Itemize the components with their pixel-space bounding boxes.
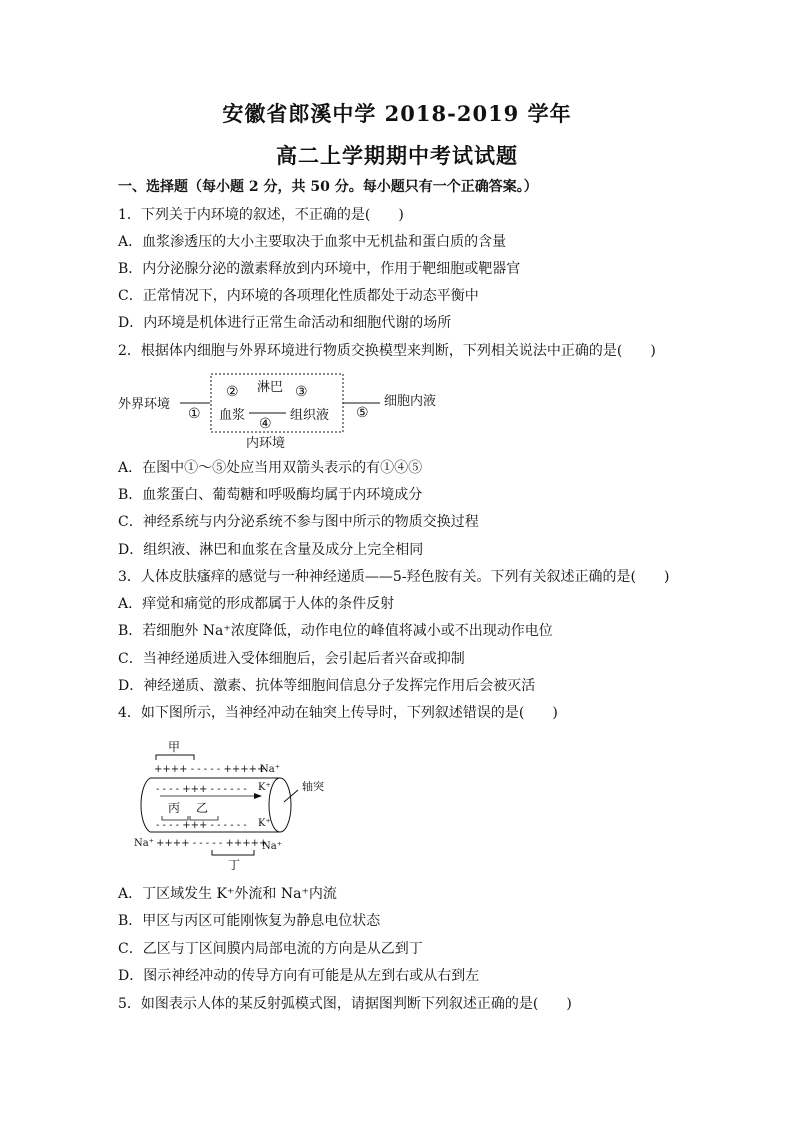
diagram-label-outside: 外界环境 [118,397,171,412]
q2-option-b: B．血浆蛋白、葡萄糖和呼吸酶均属于内环境成分 [118,487,423,503]
axon-label-axon: 轴突 [302,780,324,793]
q4-stem: 4．如下图所示，当神经冲动在轴突上传导时，下列叙述错误的是( ) [118,705,558,721]
axon-cross-section [269,778,291,832]
q4-option-d: D．图示神经冲动的传导方向有可能是从左到右或从右到左 [118,968,480,984]
diagram-label-intracellular: 细胞内液 [384,394,437,409]
q1-option-a: A．血浆渗透压的大小主要取决于血浆中无机盐和蛋白质的含量 [118,234,507,250]
bracket-jia [156,755,194,760]
charges-outer-top: ++++ - - - - - +++++ [154,764,266,775]
axon-label-na-bottom-left: Na⁺ [134,838,154,849]
axon-label-bing: 丙 [168,801,181,815]
diagram-label-plasma: 血浆 [219,408,246,423]
axon-label-jia: 甲 [168,740,181,754]
q5-stem: 5．如图表示人体的某反射弧模式图，请据图判断下列叙述正确的是( ) [118,996,572,1012]
q3-option-a: A．痒觉和痛觉的形成都属于人体的条件反射 [118,596,395,612]
axon-left-end [141,778,150,832]
diagram-label-lymph: 淋巴 [257,380,284,395]
charges-inner-bottom: - - - - +++ - - - - - - [156,820,247,831]
charges-inner-top: - - - - +++ - - - - - - [156,784,247,795]
diagram-label-tissue-fluid: 组织液 [290,408,330,423]
section-heading: 一、选择题（每小题 2 分，共 50 分。每小题只有一个正确答案。） [118,179,538,195]
q2-option-d: D．组织液、淋巴和血浆在含量及成分上完全相同 [118,542,424,558]
bracket-ding [212,850,254,855]
diagram-marker-3: ③ [295,384,308,400]
axon-label-k-top: K⁺ [258,782,271,793]
axon-label-yi: 乙 [196,801,209,815]
diagram-marker-2: ② [226,384,239,400]
q2-stem: 2．根据体内细胞与外界环境进行物质交换模型来判断，下列相关说法中正确的是( ) [118,343,656,359]
q3-stem: 3．人体皮肤瘙痒的感觉与一种神经递质——5-羟色胺有关。下列有关叙述正确的是( ) [118,569,670,585]
diagram-marker-5: ⑤ [356,405,369,421]
diagram-label-inner-env: 内环境 [246,436,286,451]
q4-option-a: A．丁区域发生 K⁺外流和 Na⁺内流 [118,886,337,902]
q1-option-b: B．内分泌腺分泌的激素释放到内环境中，作用于靶细胞或靶器官 [118,261,521,277]
axon-label-na-bottom-right: Na⁺ [262,841,282,852]
exam-subtitle: 高二上学期期中考试试题 [276,143,518,168]
q1-option-c: C．正常情况下，内环境的各项理化性质都处于动态平衡中 [118,288,479,304]
exam-title: 安徽省郎溪中学 2018-2019 学年 [222,101,572,126]
q1-stem: 1．下列关于内环境的叙述，不正确的是( ) [118,207,404,223]
q3-option-c: C．当神经递质进入受体细胞后，会引起后者兴奋或抑制 [118,651,465,667]
axon-conduction-diagram [132,738,332,872]
q2-option-c: C．神经系统与内分泌系统不参与图中所示的物质交换过程 [118,514,479,530]
inner-current-arrow [254,793,262,799]
q4-option-c: C．乙区与丁区间膜内局部电流的方向是从乙到丁 [118,941,423,957]
diagram-marker-1: ① [188,406,201,422]
q2-option-a: A．在图中①～⑤处应当用双箭头表示的有①④⑤ [118,460,423,476]
q1-option-d: D．内环境是机体进行正常生命活动和细胞代谢的场所 [118,315,452,331]
q3-option-d: D．神经递质、激素、抗体等细胞间信息分子发挥完作用后会被灭活 [118,678,536,694]
diagram-marker-4: ④ [259,416,272,432]
charges-outer-bottom: ++++ - - - - - +++++ [156,838,268,849]
inner-environment-diagram [118,370,458,452]
q3-option-b: B．若细胞外 Na⁺浓度降低，动作电位的峰值将减小或不出现动作电位 [118,623,553,639]
axon-label-ding: 丁 [228,858,241,872]
axon-label-k-bottom: K⁺ [258,818,271,829]
axon-label-na-top: Na⁺ [260,764,280,775]
q4-option-b: B．甲区与丙区可能刚恢复为静息电位状态 [118,913,381,929]
